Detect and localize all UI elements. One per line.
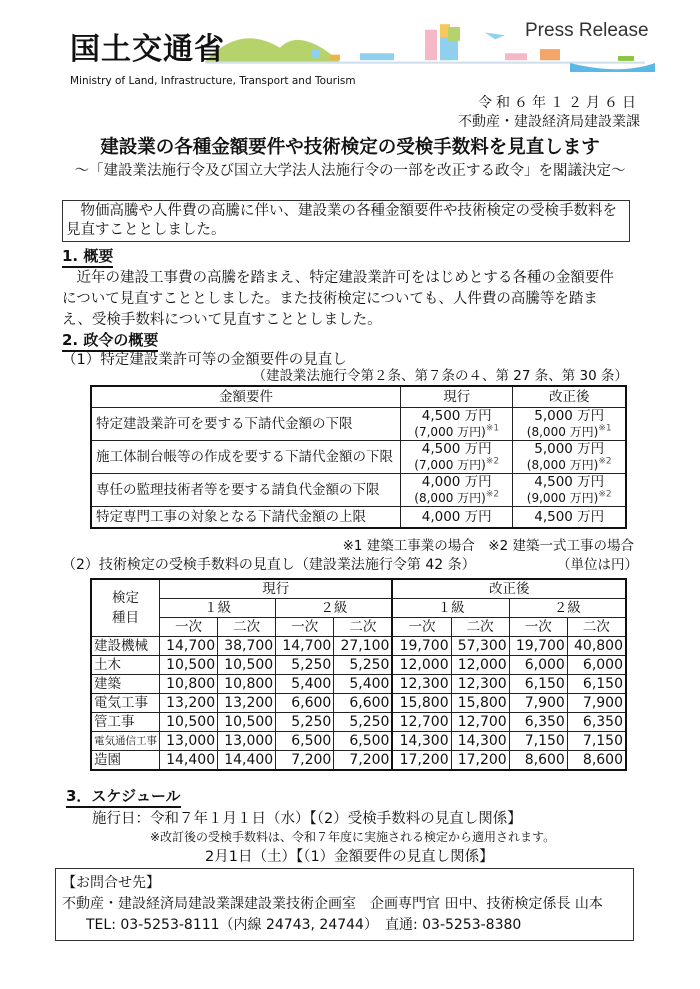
stage-header-row [91, 618, 626, 637]
table-row [91, 637, 626, 656]
fee-cell: 6,000 [567, 656, 626, 675]
current-amount: 4,500 万円 [421, 441, 492, 457]
corner-line: 検定 [112, 590, 139, 606]
table-row [91, 732, 626, 751]
fee-cell: 19,700 [392, 637, 451, 656]
exam-type-cell: 電気工事 [91, 694, 160, 713]
requirement-cell: 専任の監理技術者等を要する請負代金額の下限 [91, 474, 401, 507]
stage-header: 二次 [567, 618, 626, 637]
section1-body: 近年の建設工事費の高騰を踏まえ、特定建設業許可をはじめとする各種の金額要件について見直すこととしました。また技術検定についても、人件費の高騰等を踏まえ、受検手数料について見直すこととしました。 [62, 270, 614, 328]
fee-cell: 13,000 [218, 732, 276, 751]
fee-cell: 13,000 [160, 732, 218, 751]
logo-en: Ministry of Land, Infrastructure, Transport and Tourism [70, 75, 356, 87]
fee-cell: 13,200 [160, 694, 218, 713]
page-title: 建設業の各種金額要件や技術検定の受検手数料を見直します [100, 137, 600, 158]
stage-header: 一次 [160, 618, 218, 637]
fee-cell: 12,300 [392, 675, 451, 694]
logo-jp: 国土交通省 [70, 32, 225, 67]
current-sub-amount: (7,000 万円) [414, 458, 486, 472]
revised-amount: 5,000 万円 [534, 441, 605, 457]
table-row [91, 694, 626, 713]
fee-cell: 6,500 [276, 732, 334, 751]
fee-cell: 57,300 [451, 637, 509, 656]
table-row [91, 507, 626, 529]
current-amount: 4,000 万円 [421, 474, 492, 490]
column-header: 金額要件 [91, 386, 401, 408]
fee-cell: 6,600 [276, 694, 334, 713]
amount-requirements-table [90, 385, 627, 529]
fee-cell: 12,700 [392, 713, 451, 732]
revised-note: ※2 [598, 456, 612, 467]
fee-cell: 5,400 [334, 675, 393, 694]
grade-header: ２級 [509, 599, 626, 618]
stage-header: 二次 [218, 618, 276, 637]
current-sub-amount: (8,000 万円) [414, 491, 486, 505]
revised-amount: 4,500 万円 [534, 474, 605, 490]
revised-sub-line [517, 457, 621, 473]
press-release-label: Press Release [525, 20, 649, 41]
fee-cell: 7,200 [276, 751, 334, 771]
current-note: ※2 [485, 489, 500, 500]
current-cell [401, 474, 513, 507]
revised-sub-line [517, 490, 621, 506]
corner-line: 種目 [112, 610, 139, 626]
fee-cell: 6,150 [509, 675, 567, 694]
fee-cell: 5,250 [334, 713, 393, 732]
stage-header: 一次 [509, 618, 567, 637]
fee-cell: 15,800 [392, 694, 451, 713]
fee-cell: 5,250 [334, 656, 393, 675]
current-note: ※2 [485, 456, 500, 467]
table-header-row [91, 386, 626, 408]
fee-cell: 12,000 [451, 656, 509, 675]
fee-cell: 14,400 [218, 751, 276, 771]
fee-cell: 5,400 [276, 675, 334, 694]
table-row [91, 408, 626, 441]
fee-cell: 5,250 [276, 713, 334, 732]
fee-cell: 17,200 [392, 751, 451, 771]
fee-cell: 6,600 [334, 694, 393, 713]
exam-type-cell: 建築 [91, 675, 160, 694]
fee-cell: 7,150 [567, 732, 626, 751]
exam-fee-table [90, 578, 627, 771]
current-sub-line [405, 424, 508, 440]
revised-note: ※1 [598, 423, 612, 434]
requirement-cell: 特定建設業許可を要する下請代金額の下限 [91, 408, 401, 441]
subtitle: ～「建設業法施行令及び国立大学法人法施行令の一部を改正する政令」を閣議決定～ [74, 163, 626, 179]
fee-cell: 14,300 [451, 732, 509, 751]
current-cell [401, 507, 513, 529]
release-date: 令和６年１２月６日 [478, 95, 640, 111]
fee-cell: 7,200 [334, 751, 393, 771]
fee-cell: 10,800 [160, 675, 218, 694]
group-header: 改正後 [392, 579, 626, 599]
fee-cell: 6,500 [334, 732, 393, 751]
fee-cell: 6,000 [509, 656, 567, 675]
table-row [91, 441, 626, 474]
contact-heading: 【お問合せ先】 [62, 875, 160, 891]
table-row [91, 675, 626, 694]
fee-cell: 10,500 [218, 713, 276, 732]
fee-cell: 6,150 [567, 675, 626, 694]
current-amount: 4,500 万円 [421, 408, 492, 424]
fee-cell: 19,700 [509, 637, 567, 656]
fee-cell: 27,100 [334, 637, 393, 656]
table-row [91, 474, 626, 507]
revised-amount: 5,000 万円 [534, 408, 605, 424]
part1-title: （1）特定建設業許可等の金額要件の見直し [62, 352, 347, 368]
fee-cell: 14,400 [160, 751, 218, 771]
exam-type-cell: 管工事 [91, 713, 160, 732]
part2-title: （2）技術検定の受検手数料の見直し（建設業法施行令第 42 条） [62, 557, 476, 573]
contact-box [55, 868, 634, 941]
current-sub-line [405, 457, 508, 473]
revised-sub-line [517, 424, 621, 440]
part1-footnote: ※1 建築工事業の場合 ※2 建築一式工事の場合 [342, 538, 634, 554]
grade-header: ２級 [276, 599, 393, 618]
fee-cell: 6,350 [509, 713, 567, 732]
revised-note: ※2 [598, 489, 612, 500]
grade-header-row [91, 599, 626, 618]
fee-cell: 14,700 [160, 637, 218, 656]
exam-type-cell: 建設機械 [91, 637, 160, 656]
current-amount: 4,000 万円 [421, 509, 492, 525]
schedule-line2: 2月1日（土）【（1）金額要件の見直し関係】 [205, 849, 494, 865]
fee-cell: 14,700 [276, 637, 334, 656]
exam-type-cell: 造園 [91, 751, 160, 771]
fee-cell: 15,800 [451, 694, 509, 713]
summary-box: 物価高騰や人件費の高騰に伴い、建設業の各種金額要件や技術検定の受検手数料を見直すこととしました。 [62, 200, 630, 242]
contact-tel: TEL: 03-5253-8111（内線 24743, 24744） 直通: 03-5253-8380 [86, 917, 522, 933]
fee-cell: 7,900 [509, 694, 567, 713]
stage-header: 一次 [392, 618, 451, 637]
section3-heading: 3．スケジュール [66, 788, 181, 808]
exam-type-cell: 土木 [91, 656, 160, 675]
current-note: ※1 [485, 423, 500, 434]
current-cell [401, 441, 513, 474]
column-header: 現行 [401, 386, 513, 408]
fee-cell: 14,300 [392, 732, 451, 751]
fee-cell: 10,500 [160, 713, 218, 732]
current-sub-amount: (7,000 万円) [414, 425, 486, 439]
group-header: 現行 [160, 579, 393, 599]
revised-sub-amount: (9,000 万円) [526, 491, 599, 505]
fee-cell: 7,900 [567, 694, 626, 713]
grade-header: １級 [160, 599, 276, 618]
part1-citation: （建設業法施行令第２条、第７条の４、第 27 条、第 30 条） [252, 368, 628, 384]
fee-cell: 7,150 [509, 732, 567, 751]
requirement-cell: 特定専門工事の対象となる下請代金額の上限 [91, 507, 401, 529]
exam-type-cell: 電気通信工事 [91, 732, 160, 751]
revised-cell [513, 507, 626, 529]
revised-cell [513, 408, 626, 441]
table-row [91, 751, 626, 771]
fee-cell: 17,200 [451, 751, 509, 771]
revised-sub-amount: (8,000 万円) [526, 425, 599, 439]
fee-cell: 10,800 [218, 675, 276, 694]
schedule-line1: 施行日：令和７年１月１日（水）【（2）受検手数料の見直し関係】 [92, 811, 522, 827]
fee-cell: 13,200 [218, 694, 276, 713]
column-header: 改正後 [513, 386, 626, 408]
grade-header: １級 [392, 599, 509, 618]
fee-cell: 38,700 [218, 637, 276, 656]
requirement-cell: 施工体制台帳等の作成を要する下請代金額の下限 [91, 441, 401, 474]
fee-cell: 8,600 [509, 751, 567, 771]
revised-amount: 4,500 万円 [534, 509, 605, 525]
part2-unit: （単位は円） [557, 557, 638, 573]
table-row [91, 656, 626, 675]
contact-office: 不動産・建設経済局建設業課建設業技術企画室 企画専門官 田中、技術検定係長 山本 [62, 896, 603, 912]
revised-sub-amount: (8,000 万円) [526, 458, 599, 472]
fee-cell: 40,800 [567, 637, 626, 656]
stage-header: 二次 [334, 618, 393, 637]
fee-cell: 8,600 [567, 751, 626, 771]
revised-cell [513, 474, 626, 507]
fee-cell: 10,500 [160, 656, 218, 675]
revised-cell [513, 441, 626, 474]
table-row [91, 713, 626, 732]
current-cell [401, 408, 513, 441]
current-sub-line [405, 490, 508, 506]
stage-header: 一次 [276, 618, 334, 637]
fee-cell: 12,700 [451, 713, 509, 732]
section2-heading: 2. 政令の概要 [62, 332, 158, 352]
section1-heading: 1. 概要 [62, 248, 113, 268]
stage-header: 二次 [451, 618, 509, 637]
fee-cell: 6,350 [567, 713, 626, 732]
fee-cell: 12,000 [392, 656, 451, 675]
group-header-row [91, 579, 626, 599]
corner-header [91, 579, 160, 637]
fee-cell: 10,500 [218, 656, 276, 675]
fee-cell: 5,250 [276, 656, 334, 675]
schedule-note: ※改訂後の受検手数料は、令和７年度に実施される検定から適用されます。 [150, 830, 556, 844]
department: 不動産・建設経済局建設業課 [458, 114, 640, 130]
fee-cell: 12,300 [451, 675, 509, 694]
